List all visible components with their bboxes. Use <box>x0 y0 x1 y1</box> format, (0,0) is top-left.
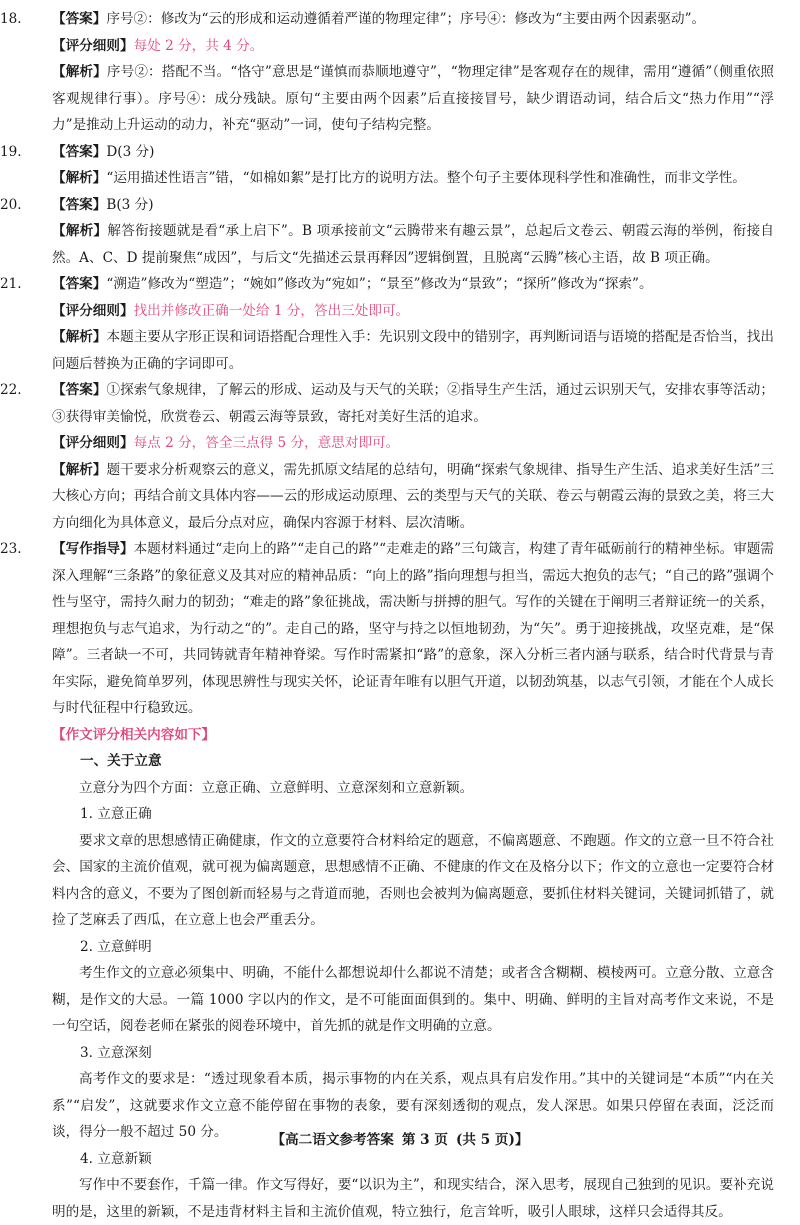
point-title: 1. 立意正确 <box>80 806 152 822</box>
q18-number: 18. <box>0 11 22 27</box>
q21-grading-text: 找出并修改正确一处给 1 分，答出三处即可。 <box>133 302 410 319</box>
q18-grading <box>26 33 774 60</box>
q21-grading <box>26 298 774 325</box>
q19-answer-text: D(3 分) <box>106 143 155 160</box>
point-title: 3. 立意深刻 <box>80 1044 152 1061</box>
section-intro: 立意分为四个方面：立意正确、立意鲜明、立意深刻和立意新颖。 <box>79 779 474 796</box>
point-title: 2. 立意鲜明 <box>80 938 152 955</box>
answer-label: 【答案】 <box>52 276 107 292</box>
footer-page-number: 第 3 页 <box>401 1131 448 1148</box>
q20-answer <box>0 192 774 219</box>
footer-title: 【高二语文参考答案 <box>271 1131 394 1148</box>
q19-answer <box>0 139 774 166</box>
q22-number: 22. <box>0 382 22 398</box>
writing-guide-label: 【写作指导】 <box>52 541 134 557</box>
footer-total-pages: (共 5 页)】 <box>455 1131 529 1148</box>
q21-answer <box>0 271 774 298</box>
answer-label: 【答案】 <box>52 143 107 160</box>
section-title: 一、关于立意 <box>80 753 162 769</box>
q23-number: 23. <box>0 541 22 557</box>
analysis-label: 【解析】 <box>52 461 107 478</box>
q20-analysis-text: 解答衔接题就是看“承上启下”。B 项承接前文“云腾带来有趣云景”，总起后文卷云、朝霞云海的举例，衔接自然。A、C、D 提前聚焦“成因”，与后文“先描述云景再释因”逻辑倒置，且脱离“云腾”核心主语，故 B 项正确。 <box>52 223 775 266</box>
answer-label: 【答案】 <box>52 382 107 398</box>
point-body: 考生作文的立意必须集中、明确，不能什么都想说却什么都说不清楚；或者含含糊糊、模棱两可。立意分散、立意含糊，是作文的大忌。一篇 1000 字以内的作文，是不可能面面俱到的。集中、明确、鲜明的主旨对高考作文来说，不是一句空话，阅卷老师在紧张的阅卷环境中，首先抓的就是作文明确的立意。 <box>52 965 774 1034</box>
grading-label: 【评分细则】 <box>52 302 134 319</box>
q20-analysis <box>26 218 774 271</box>
answer-label: 【答案】 <box>52 196 107 213</box>
q22-answer <box>0 377 775 430</box>
q22-grading-text: 每点 2 分，答全三点得 5 分，意思对即可。 <box>133 435 400 451</box>
q21-answer-text: “溯造”修改为“塑造”；“婉如”修改为“宛如”；“景至”修改为“景致”；“探所”修改为“探索”。 <box>106 276 653 292</box>
q21-analysis <box>26 324 774 377</box>
answer-label: 【答案】 <box>52 11 107 27</box>
point-title: 4. 立意新颖 <box>80 1150 152 1167</box>
point-body: 写作中不要套作，千篇一律。作文写得好，要“以识为主”，和现实结合，深入思考，展现自己独到的见识。要补充说明的是，这里的新颖，不是违背材料主旨和主流价值观，特立独行，危言耸听，吸引人眼球，这样只会适得其反。 <box>52 1177 774 1220</box>
grading-label: 【评分细则】 <box>52 435 134 451</box>
q22-analysis-text: 题干要求分析观察云的意义，需先抓原文结尾的总结句，明确“探索气象规律、指导生产生活、追求美好生活”三大核心方向；再结合前文具体内容——云的形成运动原理、云的类型与天气的关联、卷云与朝霞云海的景致之美，将三大方向细化为具体意义，最后分点对应，确保内容源于材料、层次清晰。 <box>52 461 774 531</box>
analysis-label: 【解析】 <box>52 64 107 80</box>
analysis-label: 【解析】 <box>52 223 108 239</box>
q19-analysis-text: “运用描述性语言”错，“如棉如絮”是打比方的说明方法。整个句子主要体现科学性和准确性，而非文学性。 <box>106 170 746 186</box>
point-body: 要求文章的思想感情正确健康，作文的立意要符合材料给定的题意，不偏离题意、不跑题。作文的立意一旦不符合社会、国家的主流价值观，就可视为偏离题意，思想感情不正确、不健康的作文在及格分以下；作文的立意也一定要符合材料内含的意义，不要为了图创新而轻易与之背道而驰，否则也会被判为偏离题意，要抓住材料关键词，关键词抓错了，就捡了芝麻丢了西瓜，在立意上也会严重丢分。 <box>52 832 774 928</box>
analysis-label: 【解析】 <box>52 170 107 186</box>
q18-answer-text: 序号②：修改为“云的形成和运动遵循着严谨的物理定律”；序号④：修改为“主要由两个因素驱动”。 <box>106 11 706 27</box>
q18-analysis-text: 序号②：搭配不当。“恪守”意思是“谨慎而恭顺地遵守”，“物理定律”是客观存在的规律，需用“遵循”（侧重依照客观规律行事）。序号④：成分残缺。原句“主要由两个因素”后直接接冒号，缺少谓语动词，结合后文“热力作用”“浮力”是推动上升运动的动力，补充“驱动”一词，使句子结构完整。 <box>52 64 775 133</box>
q19-analysis <box>26 165 774 192</box>
q20-answer-text: B(3 分) <box>106 196 154 213</box>
q21-number: 21. <box>0 276 22 292</box>
q23-guide-text: 本题材料通过“走向上的路”“走自己的路”“走难走的路”三句箴言，构建了青年砥砺前行的精神坐标。审题需深入理解“三条路”的象征意义及其对应的精神品质：“向上的路”指向理想与担当，需远大抱负的志气；“自己的路”强调个性与坚守，需持久耐力的韧劲；“难走的路”象征挑战，需决断与拼搏的胆气。写作的关键在于阐明三者辩证统一的关系，理想抱负与志气追求，为行动之“的”。走自己的路，坚守与持之以恒地韧劲，为“矢”。勇于迎接挑战，攻坚克难，是“保障”。三者缺一不可，共同铸就青年精神脊梁。写作时需紧扣“路”的意象，深入分析三者内涵与联系，结合时代背景与青年实际，避免简单罗列，体现思辨性与现实关怀，论证青年唯有以胆气开道，以韧劲筑基，以志气引领，才能在个人成长与时代征程中行稳致远。 <box>52 541 775 716</box>
q22-grading <box>26 430 774 457</box>
grading-label: 【评分细则】 <box>52 37 134 54</box>
q19-number: 19. <box>0 143 22 160</box>
page-footer <box>0 1127 800 1154</box>
q22-answer-text: ①探索气象规律，了解云的形成、运动及与天气的关联；②指导生产生活，通过云识别天气，安排农事等活动；③获得审美愉悦，欣赏卷云、朝霞云海等景致，寄托对美好生活的追求。 <box>52 382 775 425</box>
q21-analysis-text: 本题主要从字形正误和词语搭配合理性入手：先识别文段中的错别字，再判断词语与语境的搭配是否恰当，找出问题后替换为正确的字词即可。 <box>52 329 775 372</box>
q22-analysis <box>26 457 774 537</box>
q23-guide <box>0 536 775 722</box>
point-body: 高考作文的要求是：“透过现象看本质，揭示事物的内在关系，观点具有启发作用。”其中的关键词是“本质”“内在关系”“启发”，这就要求作文立意不能停留在事物的表象，要有深刻透彻的观点，发人深思。如果只停留在表面，泛泛而谈，得分一般不超过 50 分。 <box>52 1071 774 1140</box>
q18-grading-text: 每处 2 分，共 4 分。 <box>133 37 264 54</box>
q18-answer <box>0 6 774 33</box>
q18-analysis <box>26 59 774 139</box>
analysis-label: 【解析】 <box>52 329 107 345</box>
scoring-title: 【作文评分相关内容如下】 <box>52 726 216 743</box>
q20-number: 20. <box>0 196 22 213</box>
